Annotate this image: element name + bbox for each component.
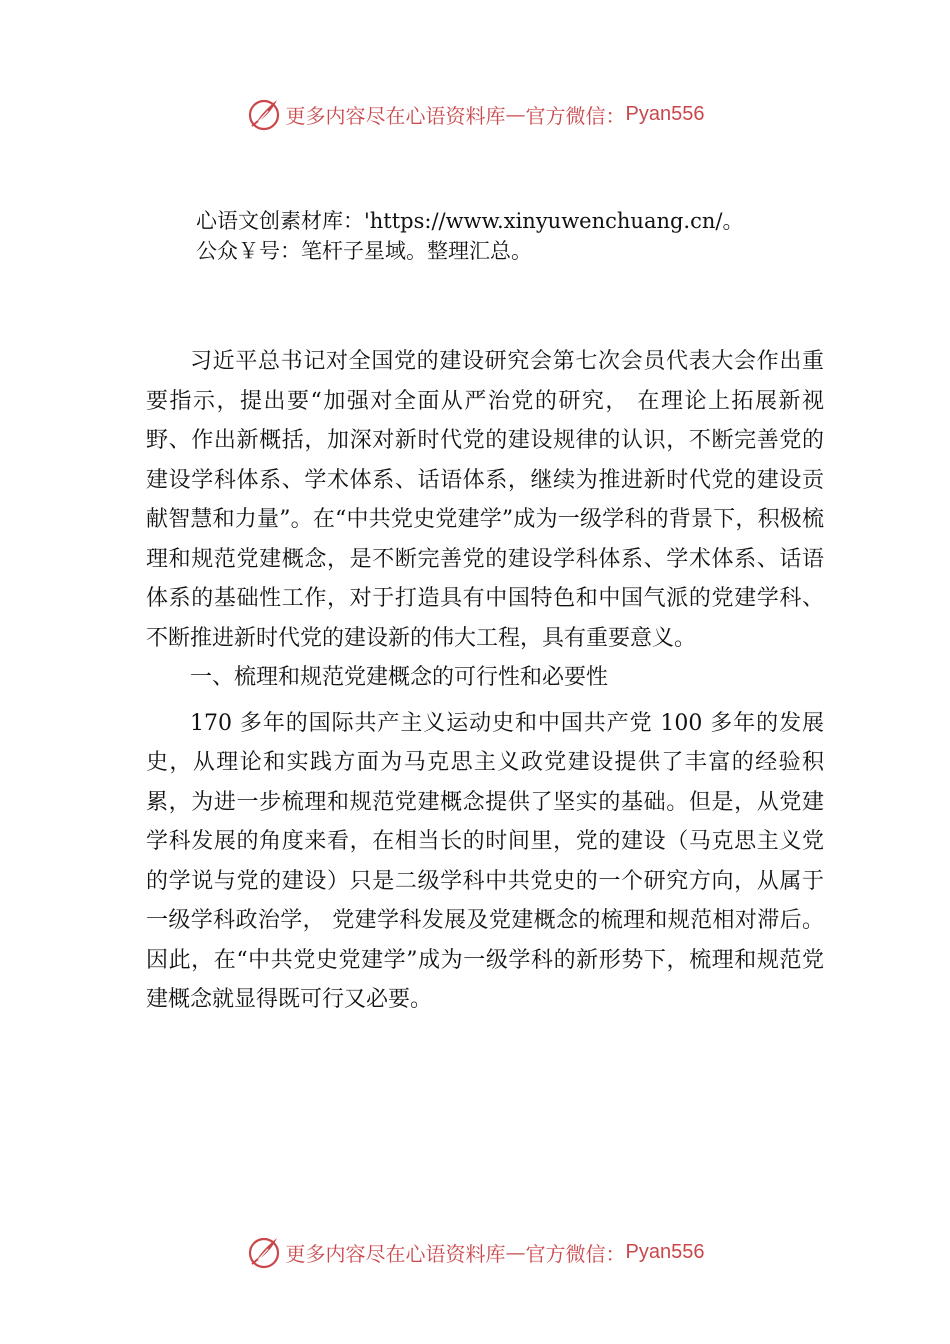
paragraph-section-1: 170 多年的国际共产主义运动史和中国共产党 100 多年的发展史，从理论和实践方面为马克思主义政党建设提供了丰富的经验积累，为进一步梳理和规范党建概念提供了坚实的基础。但是，从党建学科发展的角度来看，在相当长的时间里，党的建设（马克思主义党的学说与党的建设）只是二级学科中共党史的一个研究方向，从属于一级学科政治学， 党建学科发展及党建概念的梳理和规范相对滞后。因此，在“中共党史党建学”成为一级学科的新形势下，梳理和规范党建概念就显得既可行又必要。 xyxy=(146,710,824,1012)
paragraph-intro: 习近平总书记对全国党的建设研究会第七次会员代表大会作出重要指示，提出要“加强对全面从严治党的研究， 在理论上拓展新视野、作出新概括，加深对新时代党的建设规律的认识，不断完善党的建设学科体系、学术体系、话语体系，继续为推进新时代党的建设贡献智慧和力量”。在“中共党史党建学”成为一级学科的背景下，积极梳理和规范党建概念，是不断完善党的建设学科体系、学术体系、话语体系的基础性工作，对于打造具有中国特色和中国气派的党建学科、不断推进新时代党的建设新的伟大工程，具有重要意义。 xyxy=(146,349,824,651)
banner-wechat-id: Pyan556 xyxy=(625,102,705,125)
banner-brand-text: 更多内容尽在心语资料库 xyxy=(285,103,506,128)
source-note-line-2: 公众￥号：笔杆子星域。整理汇总。 xyxy=(196,239,532,263)
banner-wechat-label: 官方微信： xyxy=(525,1241,626,1266)
footer-banner xyxy=(0,1232,950,1272)
banner-brand-text: 更多内容尽在心语资料库 xyxy=(285,1241,506,1266)
banner-wechat-label: 官方微信： xyxy=(525,103,626,128)
header-banner xyxy=(0,94,950,134)
quill-pen-logo-icon xyxy=(246,96,282,132)
section-heading-1: 一、梳理和规范党建概念的可行性和必要性 xyxy=(190,665,609,690)
article-body xyxy=(146,342,824,1020)
banner-separator: — xyxy=(505,1240,526,1264)
quill-pen-logo-icon xyxy=(246,1234,282,1270)
source-note xyxy=(196,206,846,266)
banner-separator: — xyxy=(505,102,526,126)
banner-wechat-id: Pyan556 xyxy=(625,1240,705,1263)
source-note-line-1: 心语文创素材库：'https://www.xinyuwenchuang.cn/。 xyxy=(196,209,744,233)
